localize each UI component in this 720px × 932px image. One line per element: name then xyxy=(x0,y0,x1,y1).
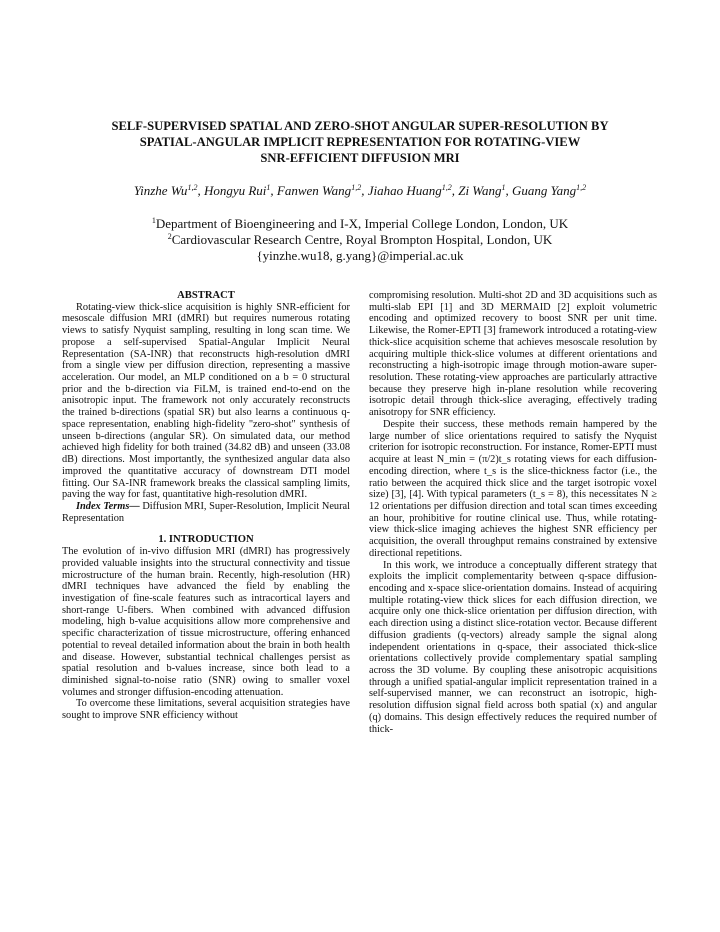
title-line: SELF-SUPERVISED SPATIAL AND ZERO-SHOT ANGULAR SUPER-RESOLUTION BY xyxy=(111,119,609,133)
right-column xyxy=(369,290,657,735)
author-emails: {yinzhe.wu18, g.yang}@imperial.ac.uk xyxy=(256,248,464,263)
index-terms xyxy=(62,501,350,524)
index-terms-text: Diffusion MRI, Super-Resolution, Implicit Neural Representation xyxy=(62,500,350,524)
paper-title xyxy=(40,118,680,166)
left-column xyxy=(62,290,350,722)
intro-paragraph: The evolution of in-vivo diffusion MRI (dMRI) has progressively provided valuable insights into the structural connectivity and tissue microstructure of the human brain. Recently, high-resolution (HR) dMRI techniques have advanced the field by enabling the investigation of fine-scale features such as intracortical layers and short-range U-fibers. When combined with advanced diffusion modeling, high b-value acquisitions allow more comprehensive and specific characterization of tissue microstructure, offering enhanced potential to reveal detailed information about the brain in both health and disease. However, substantial technical challenges persist as spatial resolution and b-values increase, since both lead to a diminished signal-to-noise ratio (SNR) owing to smaller voxel volumes and stronger diffusion-encoding attenuation. xyxy=(62,546,350,698)
author: Hongyu Rui$^1$ xyxy=(203,183,271,198)
author-list: Yinzhe Wu$^{1,2}$, Hongyu Rui$^1$, Fanwen Wang$^{1,2}$, Jiahao Huang$^{1,2}$, Zi Wang$^1$, Guang Yang$^{1,2}$ xyxy=(133,183,587,198)
author: Guang Yang$^{1,2}$ xyxy=(511,183,587,198)
body-paragraph: In this work, we introduce a conceptually different strategy that exploits the implicit complementarity between q-space diffusion-encoding and x-space slice-orientation domains. Instead of acquiring multiple rotating-view thick slices for each diffusion direction, we acquire only one thick-slice orientation per diffusion direction, with each direction using a distinct slice-rotation vector. Because different diffusion gradients (q-vectors) already sample the signal along independent orientations in q-space, their associated thick-slice orientations collectively provide complementary spatial sampling across the 3D volume. By coupling these anisotropic acquisitions through a unified spatial-angular implicit representation trained in a self-supervised manner, we can reconstruct an isotropic, high-resolution diffusion signal field across both spatial (x) and angular (q) domains. This design effectively reduces the required number of thick- xyxy=(369,559,657,735)
author: Yinzhe Wu$^{1,2}$ xyxy=(133,183,198,198)
title-line: SNR-EFFICIENT DIFFUSION MRI xyxy=(260,151,460,165)
intro-paragraph: To overcome these limitations, several acquisition strategies have sought to improve SNR efficiency without xyxy=(62,698,350,722)
index-terms-label: Index Terms— xyxy=(76,500,140,512)
body-paragraph: compromising resolution. Multi-shot 2D and 3D acquisitions such as multi-slab EPI [1] and 3D MERMAID [2] exploit volumetric encoding and optimized recovery to boost SNR per unit time. Likewise, the Romer-EPTI [3] framework introduced a rotating-view thick-slice acquisition scheme that achieves mesoscale resolution by acquiring multiple thick-slice volumes at different orientations and reconstructing a high-isotropic image through motion-aware super-resolution. These rotating-view approaches are particularly attractive because they preserve high in-plane resolution while recovering isotropic detail through thick-slice averaging, effectively trading anisotropy for SNR efficiency. xyxy=(369,290,657,419)
abstract-heading: ABSTRACT xyxy=(177,290,235,301)
affiliation: $^2$Cardiovascular Research Centre, Royal Brompton Hospital, London, UK xyxy=(167,232,553,247)
introduction-heading: 1. INTRODUCTION xyxy=(158,534,254,546)
author: Zi Wang$^1$ xyxy=(458,183,506,198)
body-paragraph: Despite their success, these methods remain hampered by the large number of slice orientations required to satisfy the Nyquist criterion for isotropic reconstruction. For instance, Romer-EPTI must acquire at least N_min = (π/2)t_s rotating views for each diffusion-encoding direction, where t_s is the slice-thickness factor (i.e., the ratio between the acquired thick slice and the target isotropic voxel size) [3], [4]. With typical parameters (t_s = 8), this necessitates N ≥ 12 orientations per diffusion direction and total scan times exceeding an hour, prohibitive for routine clinical use. Thus, while rotating-view thick-slice imaging achieves the highest SNR efficiency per acquisition, the overall throughput remains constrained by extensive directional repetitions. xyxy=(369,418,657,559)
abstract-text: Rotating-view thick-slice acquisition is highly SNR-efficient for mesoscale diffusion MRI (dMRI) but requires numerous rotating views to satisfy Nyquist sampling, resulting in long scan time. We propose a self-supervised Spatial-Angular Implicit Neural Representation (SA-INR) that reconstructs high-resolution dMRI from a single view per diffusion direction, representing a massive acceleration. Our model, an MLP conditioned on a b = 0 structural prior and the b-direction via FiLM, is trained end-to-end on the anisotropic input. The framework not only accurately reconstructs the trained b-directions (spatial SR) but also learns a continuous q-space representation, enabling high-fidelity "zero-shot" synthesis of unseen b-directions (angular SR). On simulated data, our method achieved high fidelity for both trained (34.82 dB) and unseen (33.08 dB) directions. Most importantly, the synthesized angular data also improved the quantitative accuracy of downstream DTI model fitting. Our SA-INR framework breaks the classical sampling limits, paving the way for fast, quantitative high-resolution dMRI. xyxy=(62,301,350,501)
affiliation: $^1$Department of Bioengineering and I-X, Imperial College London, London, UK xyxy=(151,216,569,231)
author: Fanwen Wang$^{1,2}$ xyxy=(276,183,362,198)
title-line: SPATIAL-ANGULAR IMPLICIT REPRESENTATION FOR ROTATING-VIEW xyxy=(139,135,581,149)
affiliations xyxy=(40,216,680,264)
author: Jiahao Huang$^{1,2}$ xyxy=(367,183,452,198)
